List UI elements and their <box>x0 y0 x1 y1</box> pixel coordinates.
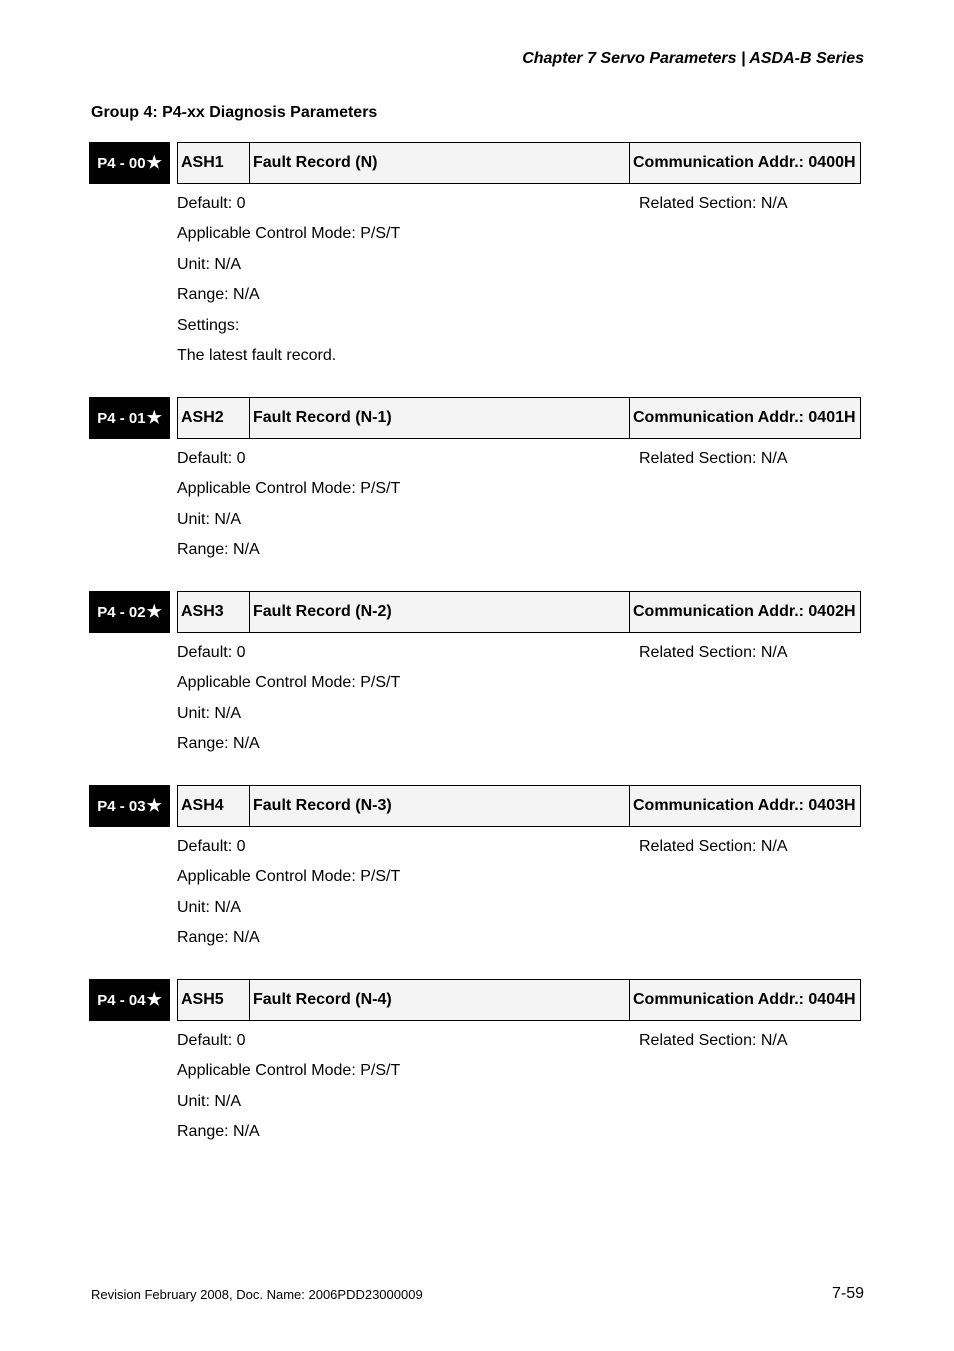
param-control-mode: Applicable Control Mode: P/S/T <box>177 1062 401 1079</box>
param-control-mode: Applicable Control Mode: P/S/T <box>177 480 401 497</box>
param-comm-addr: Communication Addr.: 0404H <box>633 991 856 1008</box>
param-comm-addr: Communication Addr.: 0400H <box>633 154 856 171</box>
param-block-p4-01 <box>89 397 861 567</box>
param-control-mode: Applicable Control Mode: P/S/T <box>177 225 401 242</box>
param-abbr: ASH4 <box>178 786 250 826</box>
param-related-section: Related Section: N/A <box>639 195 788 212</box>
param-name: Fault Record (N-3) <box>250 786 630 826</box>
param-block-p4-04 <box>89 979 861 1149</box>
param-settings-text: The latest fault record. <box>177 347 337 364</box>
param-header-row <box>177 979 861 1021</box>
param-name: Fault Record (N-1) <box>250 398 630 438</box>
param-header-row <box>177 785 861 827</box>
param-code-badge <box>89 142 170 184</box>
param-code: P4 - 01 <box>97 409 146 427</box>
param-related-section: Related Section: N/A <box>639 1032 788 1049</box>
param-unit: Unit: N/A <box>177 511 242 528</box>
param-default: Default: 0 <box>177 1032 246 1049</box>
param-code: P4 - 00 <box>97 154 146 172</box>
param-abbr: ASH3 <box>178 592 250 632</box>
param-code-badge <box>89 785 170 827</box>
param-code-badge <box>89 591 170 633</box>
star-icon: ★ <box>146 796 162 815</box>
param-unit: Unit: N/A <box>177 705 242 722</box>
star-icon: ★ <box>146 408 162 427</box>
param-unit: Unit: N/A <box>177 256 242 273</box>
param-unit: Unit: N/A <box>177 899 242 916</box>
param-settings-label: Settings: <box>177 317 240 334</box>
chapter-header: Chapter 7 Servo Parameters | ASDA-B Series <box>522 50 864 67</box>
param-block-p4-03 <box>89 785 861 955</box>
param-default: Default: 0 <box>177 450 246 467</box>
param-code: P4 - 02 <box>97 603 146 621</box>
param-comm-addr: Communication Addr.: 0403H <box>633 797 856 814</box>
star-icon: ★ <box>146 602 162 621</box>
param-code-badge <box>89 979 170 1021</box>
param-unit: Unit: N/A <box>177 1093 242 1110</box>
param-block-p4-02 <box>89 591 861 761</box>
param-name: Fault Record (N-2) <box>250 592 630 632</box>
param-range: Range: N/A <box>177 286 260 303</box>
param-abbr: ASH2 <box>178 398 250 438</box>
footer-revision: Revision February 2008, Doc. Name: 2006PDD23000009 <box>91 1287 423 1302</box>
param-header-row <box>177 397 861 439</box>
param-default: Default: 0 <box>177 644 246 661</box>
param-block-p4-00 <box>89 142 861 372</box>
param-code: P4 - 03 <box>97 797 146 815</box>
star-icon: ★ <box>146 990 162 1009</box>
param-related-section: Related Section: N/A <box>639 644 788 661</box>
param-comm-addr: Communication Addr.: 0401H <box>633 409 856 426</box>
param-header-row <box>177 591 861 633</box>
footer-page-number: 7-59 <box>831 1285 864 1302</box>
param-name: Fault Record (N) <box>250 143 630 183</box>
param-code: P4 - 04 <box>97 991 146 1009</box>
param-name: Fault Record (N-4) <box>250 980 630 1020</box>
param-default: Default: 0 <box>177 838 246 855</box>
param-range: Range: N/A <box>177 735 260 752</box>
param-abbr: ASH5 <box>178 980 250 1020</box>
group-title: Group 4: P4-xx Diagnosis Parameters <box>91 104 378 121</box>
param-default: Default: 0 <box>177 195 246 212</box>
param-related-section: Related Section: N/A <box>639 838 788 855</box>
param-control-mode: Applicable Control Mode: P/S/T <box>177 868 401 885</box>
param-header-row <box>177 142 861 184</box>
param-comm-addr: Communication Addr.: 0402H <box>633 603 856 620</box>
param-range: Range: N/A <box>177 929 260 946</box>
param-range: Range: N/A <box>177 541 260 558</box>
param-range: Range: N/A <box>177 1123 260 1140</box>
param-related-section: Related Section: N/A <box>639 450 788 467</box>
star-icon: ★ <box>146 153 162 172</box>
param-code-badge <box>89 397 170 439</box>
param-control-mode: Applicable Control Mode: P/S/T <box>177 674 401 691</box>
param-abbr: ASH1 <box>178 143 250 183</box>
